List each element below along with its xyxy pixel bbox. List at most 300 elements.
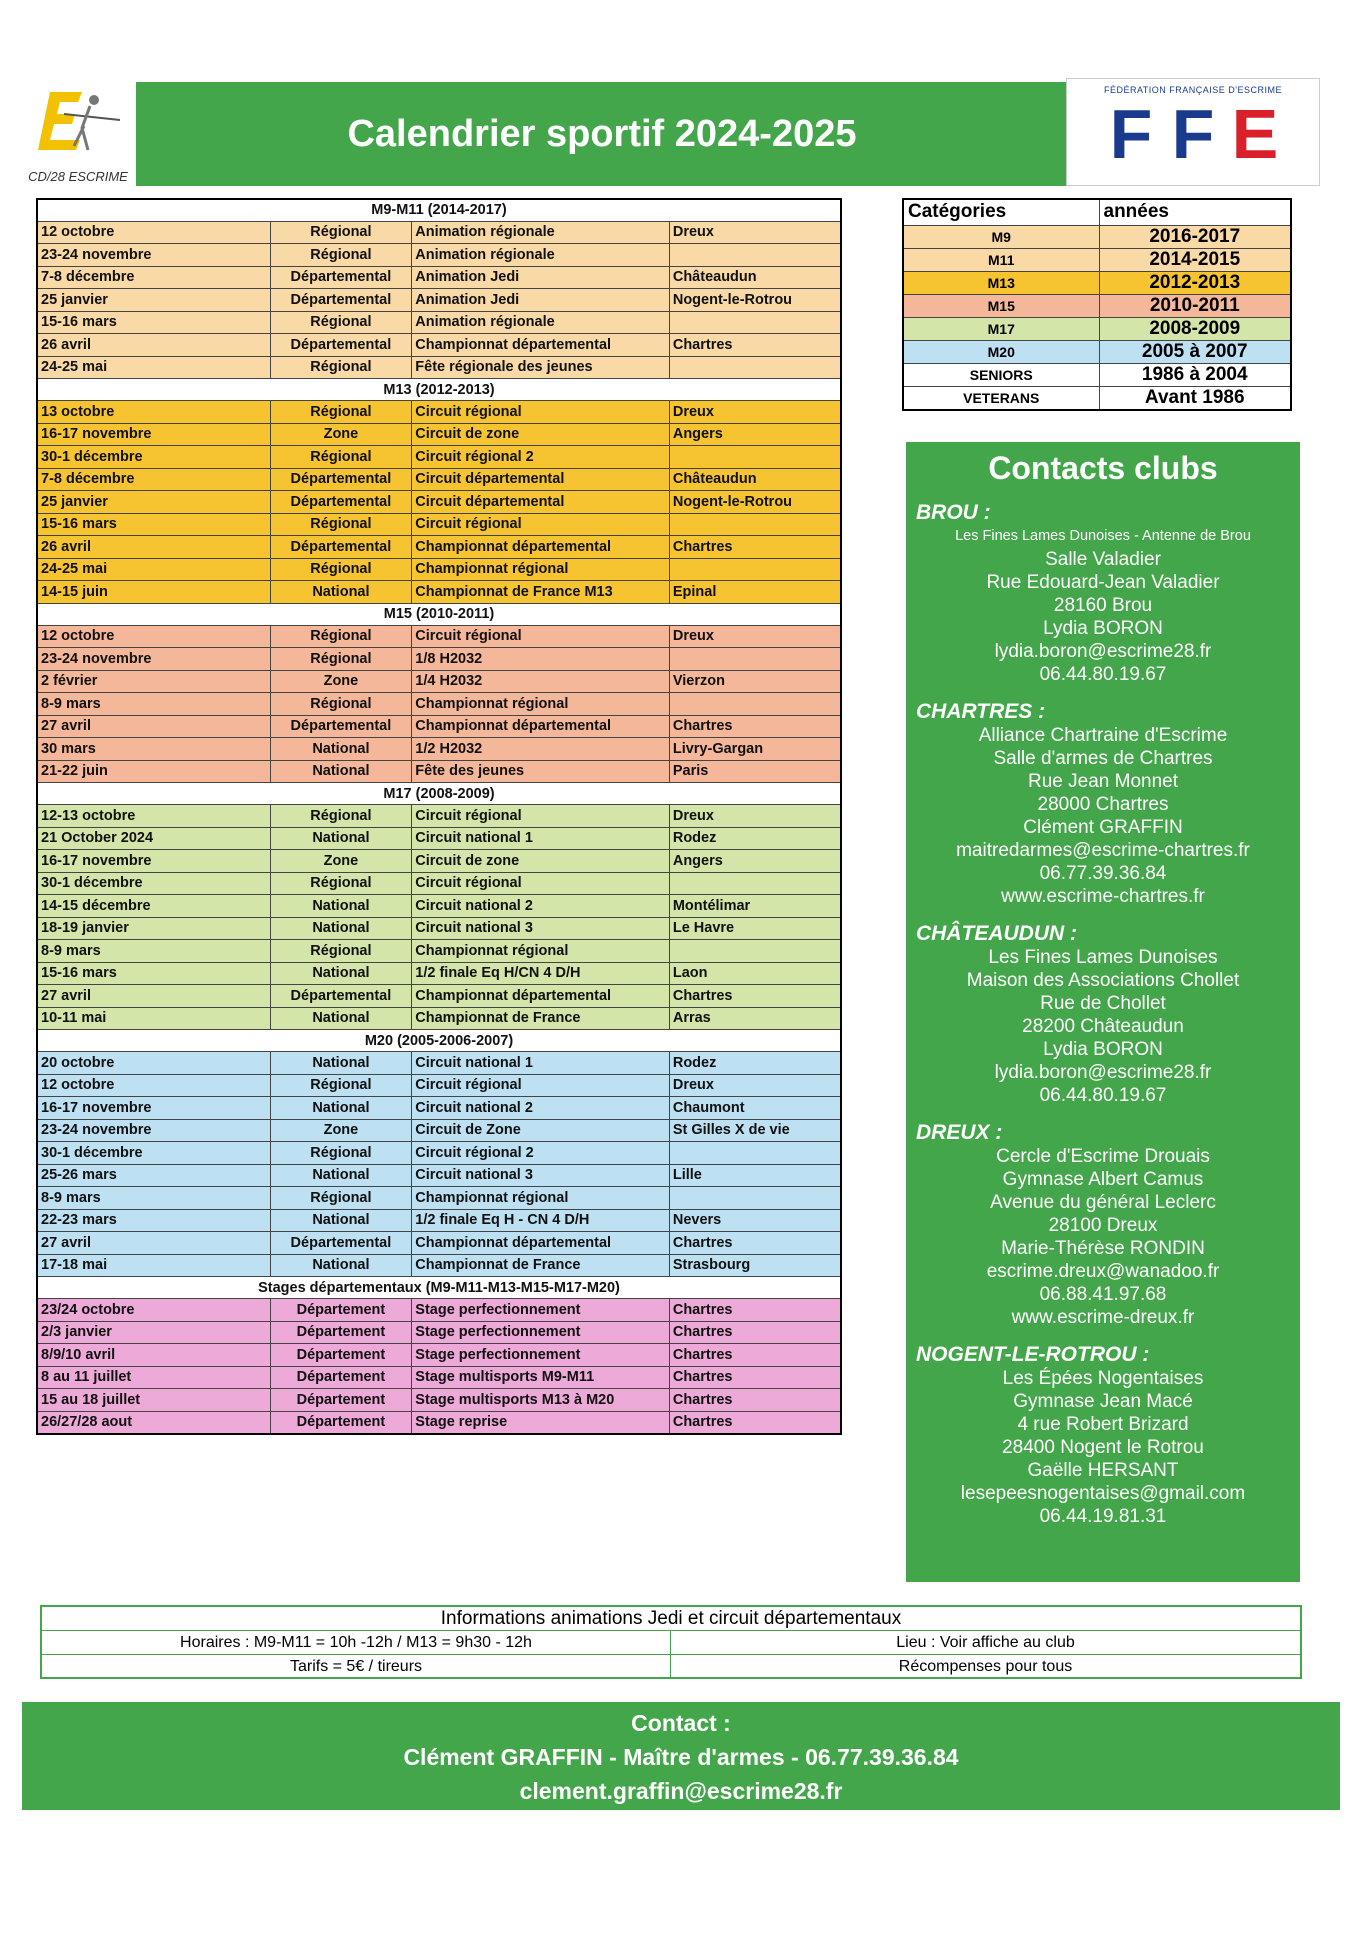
table-row xyxy=(37,491,841,514)
event-location: Chaumont xyxy=(669,1097,841,1120)
club-line: lesepeesnogentaises@gmail.com xyxy=(960,1483,1246,1504)
category-row xyxy=(903,294,1291,317)
category-years: 2014-2015 xyxy=(1099,248,1291,271)
club-line: Rue Jean Monnet xyxy=(1028,771,1178,792)
event-date: 25-26 mars xyxy=(37,1164,270,1187)
event-location: Dreux xyxy=(669,401,841,424)
club-line: Alliance Chartraine d'Escrime xyxy=(978,725,1228,746)
table-row xyxy=(37,558,841,581)
table-row xyxy=(37,1389,841,1412)
event-location: Chartres xyxy=(669,536,841,559)
club-line: lydia.boron@escrime28.fr xyxy=(994,1062,1212,1083)
event-name: Championnat départemental xyxy=(412,536,670,559)
section-header xyxy=(37,603,841,625)
event-date: 15 au 18 juillet xyxy=(37,1389,270,1412)
event-name: Circuit national 2 xyxy=(412,895,670,918)
event-level: Zone xyxy=(270,670,412,693)
event-location xyxy=(669,693,841,716)
event-name: Circuit national 1 xyxy=(412,1052,670,1075)
club-line: lydia.boron@escrime28.fr xyxy=(994,641,1212,662)
event-level: Départemental xyxy=(270,334,412,357)
ffe-letter-2: F xyxy=(1171,95,1215,173)
table-row xyxy=(37,760,841,783)
event-level: Zone xyxy=(270,423,412,446)
club-line: 28200 Châteaudun xyxy=(1022,1016,1184,1037)
info-recompenses: Récompenses pour tous xyxy=(898,1658,1073,1675)
section-title: M15 (2010-2011) xyxy=(37,603,841,625)
event-date: 16-17 novembre xyxy=(37,1097,270,1120)
event-name: Circuit régional xyxy=(412,872,670,895)
event-date: 15-16 mars xyxy=(37,962,270,985)
event-level: Département xyxy=(270,1299,412,1322)
event-name: 1/4 H2032 xyxy=(412,670,670,693)
event-level: Département xyxy=(270,1321,412,1344)
event-location xyxy=(669,872,841,895)
table-row xyxy=(37,423,841,446)
cd28-logo xyxy=(20,84,136,184)
event-date: 30-1 décembre xyxy=(37,872,270,895)
event-location xyxy=(669,558,841,581)
event-level: Régional xyxy=(270,513,412,536)
section-title: M20 (2005-2006-2007) xyxy=(37,1030,841,1052)
table-row xyxy=(37,356,841,379)
event-date: 25 janvier xyxy=(37,289,270,312)
event-location: Angers xyxy=(669,850,841,873)
event-date: 10-11 mai xyxy=(37,1007,270,1030)
section-header xyxy=(37,1030,841,1052)
event-date: 8/9/10 avril xyxy=(37,1344,270,1367)
club-line: 4 rue Robert Brizard xyxy=(1017,1414,1189,1435)
event-level: Régional xyxy=(270,625,412,648)
event-location: Châteaudun xyxy=(669,468,841,491)
category-years: Avant 1986 xyxy=(1099,386,1291,410)
event-date: 25 janvier xyxy=(37,491,270,514)
event-location: Lille xyxy=(669,1164,841,1187)
event-name: Stage perfectionnement xyxy=(412,1321,670,1344)
category-name: M11 xyxy=(903,248,1099,271)
event-name: Championnat régional xyxy=(412,558,670,581)
table-row xyxy=(37,1164,841,1187)
categories-header xyxy=(903,199,1291,225)
event-location xyxy=(669,311,841,334)
event-name: Fête régionale des jeunes xyxy=(412,356,670,379)
table-row xyxy=(37,1344,841,1367)
event-date: 27 avril xyxy=(37,1232,270,1255)
event-date: 30 mars xyxy=(37,738,270,761)
event-location: Le Havre xyxy=(669,917,841,940)
ffe-top-text: FÉDÉRATION FRANÇAISE D'ESCRIME xyxy=(1103,85,1283,95)
footer-contact xyxy=(22,1702,1340,1810)
event-date: 23-24 novembre xyxy=(37,648,270,671)
category-name: M20 xyxy=(903,340,1099,363)
event-name: Championnat de France xyxy=(412,1254,670,1277)
event-level: National xyxy=(270,760,412,783)
event-date: 30-1 décembre xyxy=(37,446,270,469)
category-name: M17 xyxy=(903,317,1099,340)
event-location xyxy=(669,1187,841,1210)
table-row xyxy=(37,1209,841,1232)
event-location xyxy=(669,356,841,379)
table-row xyxy=(37,334,841,357)
category-name: VETERANS xyxy=(903,386,1099,410)
event-location xyxy=(669,940,841,963)
event-location: St Gilles X de vie xyxy=(669,1119,841,1142)
event-location: Dreux xyxy=(669,221,841,244)
category-name: M13 xyxy=(903,271,1099,294)
event-level: Départemental xyxy=(270,266,412,289)
event-level: National xyxy=(270,1097,412,1120)
event-date: 7-8 décembre xyxy=(37,266,270,289)
category-years: 2005 à 2007 xyxy=(1099,340,1291,363)
table-row xyxy=(37,244,841,267)
table-row xyxy=(37,1321,841,1344)
event-date: 15-16 mars xyxy=(37,513,270,536)
event-date: 8-9 mars xyxy=(37,940,270,963)
club-line: 06.77.39.36.84 xyxy=(1039,863,1167,884)
info-box xyxy=(40,1605,1302,1679)
table-row xyxy=(37,1074,841,1097)
event-date: 2 février xyxy=(37,670,270,693)
club-line: Salle Valadier xyxy=(1045,549,1161,570)
club-city: BROU : xyxy=(916,501,991,524)
club-line: 06.44.80.19.67 xyxy=(1039,1085,1167,1106)
event-location: Chartres xyxy=(669,1299,841,1322)
event-name: Circuit de zone xyxy=(412,423,670,446)
table-row xyxy=(37,940,841,963)
event-date: 26 avril xyxy=(37,334,270,357)
event-level: Régional xyxy=(270,446,412,469)
club-line: Les Épées Nogentaises xyxy=(1002,1368,1204,1389)
event-location: Châteaudun xyxy=(669,266,841,289)
club-line: 28400 Nogent le Rotrou xyxy=(1002,1437,1204,1458)
info-tarifs: Tarifs = 5€ / tireurs xyxy=(42,1655,671,1679)
event-location: Livry-Gargan xyxy=(669,738,841,761)
category-row xyxy=(903,225,1291,248)
event-name: Circuit régional xyxy=(412,625,670,648)
category-row xyxy=(903,363,1291,386)
info-row xyxy=(42,1631,1300,1655)
category-name: M9 xyxy=(903,225,1099,248)
category-row xyxy=(903,317,1291,340)
event-name: Championnat régional xyxy=(412,693,670,716)
event-name: Animation Jedi xyxy=(412,289,670,312)
club-line: Marie-Thérèse RONDIN xyxy=(1001,1238,1205,1259)
event-name: 1/2 finale Eq H - CN 4 D/H xyxy=(412,1209,670,1232)
event-level: Départemental xyxy=(270,289,412,312)
info-title: Informations animations Jedi et circuit départementaux xyxy=(42,1607,1300,1631)
table-row xyxy=(37,266,841,289)
event-date: 27 avril xyxy=(37,715,270,738)
event-name: 1/8 H2032 xyxy=(412,648,670,671)
event-name: Circuit national 3 xyxy=(412,917,670,940)
table-row xyxy=(37,872,841,895)
event-location: Vierzon xyxy=(669,670,841,693)
club-line: 06.88.41.97.68 xyxy=(1039,1284,1167,1305)
category-row xyxy=(903,340,1291,363)
info-horaires: Horaires : M9-M11 = 10h -12h / M13 = 9h30 - 12h xyxy=(42,1631,671,1654)
event-name: Championnat régional xyxy=(412,1187,670,1210)
event-location: Paris xyxy=(669,760,841,783)
section-title: M17 (2008-2009) xyxy=(37,783,841,805)
event-date: 8-9 mars xyxy=(37,693,270,716)
event-name: Circuit de Zone xyxy=(412,1119,670,1142)
event-level: Département xyxy=(270,1366,412,1389)
table-row xyxy=(37,693,841,716)
table-row xyxy=(37,648,841,671)
club-line: Cercle d'Escrime Drouais xyxy=(996,1146,1210,1167)
contacts-panel xyxy=(906,442,1300,1582)
event-date: 23/24 octobre xyxy=(37,1299,270,1322)
event-name: Championnat départemental xyxy=(412,1232,670,1255)
club-line: Gaëlle HERSANT xyxy=(1027,1460,1179,1481)
event-name: Fête des jeunes xyxy=(412,760,670,783)
club-city: DREUX : xyxy=(916,1121,1003,1144)
event-level: National xyxy=(270,1007,412,1030)
event-location: Nevers xyxy=(669,1209,841,1232)
category-years: 2008-2009 xyxy=(1099,317,1291,340)
section-header xyxy=(37,783,841,805)
years-header-label: années xyxy=(1099,199,1291,225)
table-row xyxy=(37,715,841,738)
event-name: Circuit départemental xyxy=(412,491,670,514)
fencer-logo-icon xyxy=(20,84,136,164)
table-row xyxy=(37,1254,841,1277)
event-name: Circuit départemental xyxy=(412,468,670,491)
event-level: Départemental xyxy=(270,985,412,1008)
event-location: Chartres xyxy=(669,1344,841,1367)
table-row xyxy=(37,1366,841,1389)
event-name: Stage perfectionnement xyxy=(412,1299,670,1322)
club-line: Gymnase Jean Macé xyxy=(1013,1391,1193,1412)
event-date: 12 octobre xyxy=(37,1074,270,1097)
event-level: Départemental xyxy=(270,1232,412,1255)
table-row xyxy=(37,289,841,312)
club-line: 28160 Brou xyxy=(1053,595,1153,616)
event-level: Départemental xyxy=(270,491,412,514)
ffe-letter-3: E xyxy=(1231,95,1279,173)
category-row xyxy=(903,271,1291,294)
event-location: Chartres xyxy=(669,334,841,357)
event-location xyxy=(669,1142,841,1165)
table-row xyxy=(37,1299,841,1322)
event-name: Animation régionale xyxy=(412,244,670,267)
table-row xyxy=(37,1119,841,1142)
info-lieu: Lieu : Voir affiche au club xyxy=(896,1634,1075,1651)
event-name: Circuit national 1 xyxy=(412,827,670,850)
event-level: National xyxy=(270,1052,412,1075)
club-line: maitredarmes@escrime-chartres.fr xyxy=(956,840,1250,861)
event-date: 24-25 mai xyxy=(37,558,270,581)
event-date: 30-1 décembre xyxy=(37,1142,270,1165)
event-name: Animation régionale xyxy=(412,311,670,334)
category-years: 2012-2013 xyxy=(1099,271,1291,294)
category-years: 1986 à 2004 xyxy=(1099,363,1291,386)
event-date: 17-18 mai xyxy=(37,1254,270,1277)
club-line: 06.44.80.19.67 xyxy=(1039,664,1167,685)
table-row xyxy=(37,1097,841,1120)
club-line: escrime.dreux@wanadoo.fr xyxy=(986,1261,1220,1282)
club-contact xyxy=(906,1121,1300,1329)
club-line: www.escrime-dreux.fr xyxy=(1011,1307,1195,1328)
table-row xyxy=(37,738,841,761)
event-name: Stage multisports M9-M11 xyxy=(412,1366,670,1389)
event-level: Régional xyxy=(270,311,412,334)
event-location: Epinal xyxy=(669,581,841,604)
event-level: National xyxy=(270,962,412,985)
table-row xyxy=(37,401,841,424)
event-location: Arras xyxy=(669,1007,841,1030)
table-row xyxy=(37,311,841,334)
table-row xyxy=(37,513,841,536)
table-row xyxy=(37,850,841,873)
event-location xyxy=(669,244,841,267)
club-line: 28100 Dreux xyxy=(1048,1215,1158,1236)
club-line: Maison des Associations Chollet xyxy=(966,970,1240,991)
categories-table xyxy=(902,198,1292,411)
table-row xyxy=(37,985,841,1008)
table-row xyxy=(37,1411,841,1434)
ffe-letter-1: F xyxy=(1109,95,1153,173)
event-level: Régional xyxy=(270,693,412,716)
table-row xyxy=(37,221,841,244)
ffe-letters xyxy=(1067,95,1319,173)
event-date: 26 avril xyxy=(37,536,270,559)
event-date: 27 avril xyxy=(37,985,270,1008)
category-name: M15 xyxy=(903,294,1099,317)
table-row xyxy=(37,446,841,469)
ffe-logo xyxy=(1066,78,1320,186)
club-line: 06.44.19.81.31 xyxy=(1039,1506,1167,1527)
event-level: National xyxy=(270,581,412,604)
event-name: Animation régionale xyxy=(412,221,670,244)
club-line: Salle d'armes de Chartres xyxy=(993,748,1213,769)
event-level: Départemental xyxy=(270,468,412,491)
event-location: Dreux xyxy=(669,625,841,648)
table-row xyxy=(37,917,841,940)
club-contact xyxy=(906,1343,1300,1528)
club-contact xyxy=(906,700,1300,908)
category-row xyxy=(903,248,1291,271)
table-row xyxy=(37,468,841,491)
table-row xyxy=(37,581,841,604)
categories-header-label: Catégories xyxy=(903,199,1099,225)
event-location xyxy=(669,513,841,536)
event-date: 14-15 décembre xyxy=(37,895,270,918)
contacts-title: Contacts clubs xyxy=(988,450,1218,486)
event-name: Championnat régional xyxy=(412,940,670,963)
event-location: Angers xyxy=(669,423,841,446)
logo-text: CD/28 ESCRIME xyxy=(28,169,128,184)
event-location: Dreux xyxy=(669,1074,841,1097)
event-name: Circuit national 3 xyxy=(412,1164,670,1187)
club-line: Lydia BORON xyxy=(1043,1039,1163,1060)
info-row xyxy=(42,1655,1300,1679)
event-name: Circuit régional xyxy=(412,805,670,828)
event-date: 7-8 décembre xyxy=(37,468,270,491)
event-date: 22-23 mars xyxy=(37,1209,270,1232)
table-row xyxy=(37,895,841,918)
section-header xyxy=(37,379,841,401)
event-name: Stage reprise xyxy=(412,1411,670,1434)
club-city: CHARTRES : xyxy=(916,700,1046,723)
event-date: 13 octobre xyxy=(37,401,270,424)
table-row xyxy=(37,1007,841,1030)
event-date: 8-9 mars xyxy=(37,1187,270,1210)
event-name: Circuit régional xyxy=(412,1074,670,1097)
club-line: Les Fines Lames Dunoises - Antenne de Brou xyxy=(955,528,1251,544)
club-line: Lydia BORON xyxy=(1043,618,1163,639)
event-level: Zone xyxy=(270,850,412,873)
event-date: 23-24 novembre xyxy=(37,1119,270,1142)
table-row xyxy=(37,670,841,693)
table-row xyxy=(37,536,841,559)
event-location: Rodez xyxy=(669,1052,841,1075)
event-date: 8 au 11 juillet xyxy=(37,1366,270,1389)
event-location xyxy=(669,648,841,671)
event-level: National xyxy=(270,917,412,940)
event-level: Régional xyxy=(270,221,412,244)
footer-line-2: Clément GRAFFIN - Maître d'armes - 06.77.39.36.84 xyxy=(403,1744,959,1770)
event-date: 16-17 novembre xyxy=(37,850,270,873)
table-row xyxy=(37,625,841,648)
club-contact xyxy=(906,501,1300,686)
event-level: Régional xyxy=(270,872,412,895)
header xyxy=(20,78,1320,186)
event-level: Départemental xyxy=(270,536,412,559)
event-location: Rodez xyxy=(669,827,841,850)
event-name: Animation Jedi xyxy=(412,266,670,289)
event-level: Régional xyxy=(270,558,412,581)
table-row xyxy=(37,827,841,850)
event-name: Circuit national 2 xyxy=(412,1097,670,1120)
club-line: www.escrime-chartres.fr xyxy=(1001,886,1205,907)
event-level: Département xyxy=(270,1344,412,1367)
club-city: NOGENT-LE-ROTROU : xyxy=(916,1343,1150,1366)
event-level: Département xyxy=(270,1411,412,1434)
event-level: National xyxy=(270,1164,412,1187)
event-level: Régional xyxy=(270,401,412,424)
event-name: Championnat départemental xyxy=(412,985,670,1008)
event-date: 23-24 novembre xyxy=(37,244,270,267)
event-location: Chartres xyxy=(669,1389,841,1412)
table-row xyxy=(37,1142,841,1165)
event-date: 24-25 mai xyxy=(37,356,270,379)
category-years: 2016-2017 xyxy=(1099,225,1291,248)
event-name: Stage perfectionnement xyxy=(412,1344,670,1367)
event-name: Circuit régional 2 xyxy=(412,446,670,469)
event-location: Laon xyxy=(669,962,841,985)
club-line: Rue Edouard-Jean Valadier xyxy=(986,572,1220,593)
event-location: Chartres xyxy=(669,985,841,1008)
event-level: Départemental xyxy=(270,715,412,738)
event-name: Championnat de France xyxy=(412,1007,670,1030)
category-years: 2010-2011 xyxy=(1099,294,1291,317)
event-level: National xyxy=(270,827,412,850)
event-location: Montélimar xyxy=(669,895,841,918)
event-location xyxy=(669,446,841,469)
event-location: Dreux xyxy=(669,805,841,828)
category-name: SENIORS xyxy=(903,363,1099,386)
event-level: National xyxy=(270,895,412,918)
event-location: Nogent-le-Rotrou xyxy=(669,491,841,514)
event-name: Circuit régional 2 xyxy=(412,1142,670,1165)
event-name: Circuit régional xyxy=(412,401,670,424)
club-line: Les Fines Lames Dunoises xyxy=(988,947,1218,968)
club-city: CHÂTEAUDUN : xyxy=(916,922,1077,945)
event-level: Département xyxy=(270,1389,412,1412)
event-name: Championnat départemental xyxy=(412,334,670,357)
event-date: 15-16 mars xyxy=(37,311,270,334)
